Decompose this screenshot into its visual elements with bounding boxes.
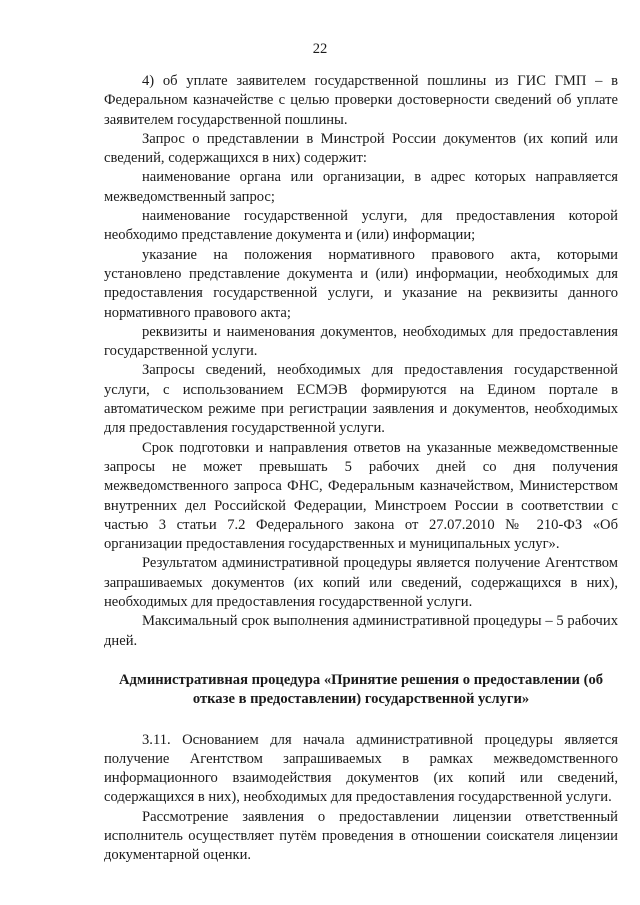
paragraph: 3.11. Основанием для начала административной процедуры является получение Агентством запрашиваемых в рамках межведомственного информационного взаимодействия документов (их копий или сведений, содержащихся в них), необходимых для предоставления государственной услуги. [104,731,618,806]
page-number: 22 [312,41,328,57]
paragraph: Срок подготовки и направления ответов на указанные межведомственные запросы не может превышать 5 рабочих дней со дня получения межведомственного запроса ФНС, Федеральным казначейством, Министерством внутренних дел Российской Федерации, Минстроем России в соответствии с частью 3 статьи 7.2 Федерального закона от 27.07.2010 № 210-ФЗ «Об организации предоставления государственных и муниципальных услуг». [104,439,618,553]
paragraph: Запрос о представлении в Минстрой России документов (их копий или сведений, содержащихся в них) содержит: [104,130,618,167]
paragraph: Максимальный срок выполнения административной процедуры – 5 рабочих дней. [104,613,618,649]
paragraph: указание на положения нормативного правового акта, которыми установлено представление документа и (или) информации, необходимых для предоставления государственной услуги, и указание на реквизиты данного нормативного правового акта; [104,246,618,321]
paragraph: 4) об уплате заявителем государственной пошлины из ГИС ГМП – в Федеральном казначействе с целью проверки достоверности сведений об уплате заявителем государственной пошлины. [104,73,618,128]
paragraph: Результатом административной процедуры является получение Агентством запрашиваемых документов (их копий или сведений, содержащихся в них), необходимых для предоставления государственной услуги. [104,555,618,611]
paragraph: наименование органа или организации, в адрес которых направляется межведомственный запрос; [104,169,618,205]
paragraph: наименование государственной услуги, для предоставления которой необходимо представление документа и (или) информации; [104,208,618,244]
section-heading: Административная процедура «Принятие решения о предоставлении (об отказе в предоставлении) государственной услуги» [118,671,604,708]
paragraph: Рассмотрение заявления о предоставлении лицензии ответственный исполнитель осуществляет путём проведения в отношении соискателя лицензии документарной оценки. [104,808,618,864]
paragraph: Запросы сведений, необходимых для предоставления государственной услуги, с использованием ЕСМЭВ формируются на Едином портале в автоматическом режиме при регистрации заявления и документов, необходимых для предоставления государственной услуги. [104,362,618,437]
paragraph: реквизиты и наименования документов, необходимых для предоставления государственной услуги. [104,323,618,360]
document-body [104,72,618,866]
